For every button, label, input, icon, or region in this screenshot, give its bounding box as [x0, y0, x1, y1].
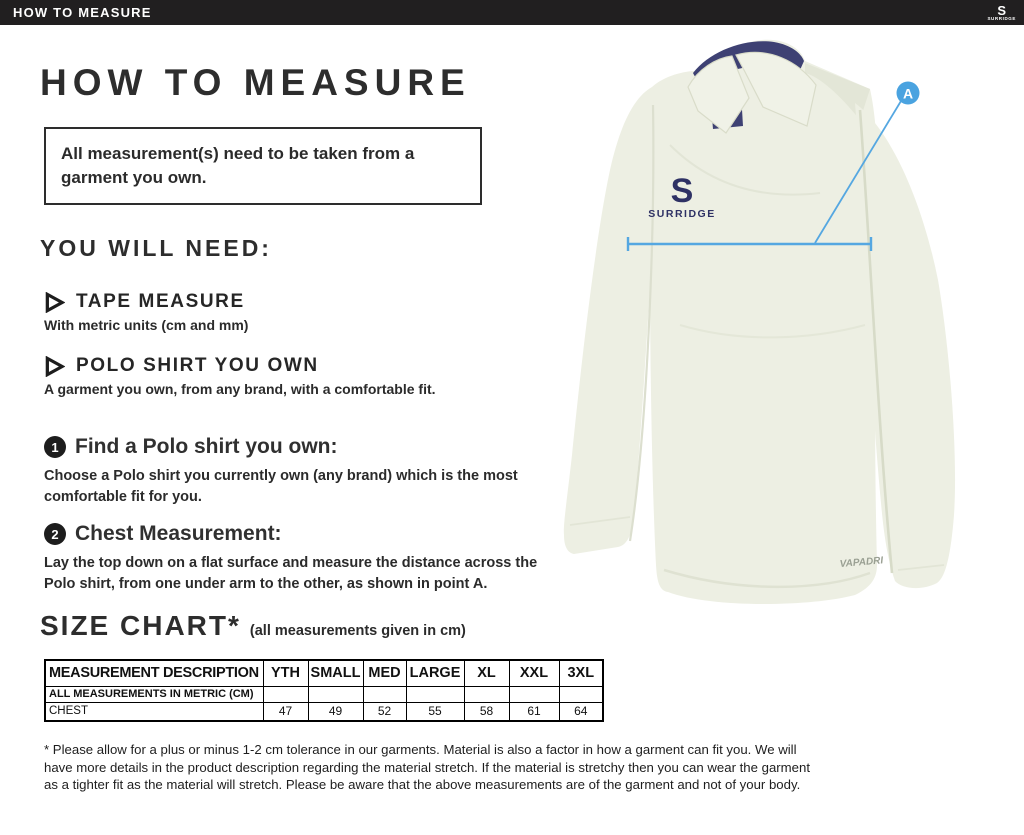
play-triangle-icon: [44, 356, 65, 377]
column-header: XL: [464, 660, 509, 686]
step-title: Chest Measurement:: [75, 522, 282, 545]
table-cell: 47: [263, 702, 308, 721]
table-row: [45, 686, 603, 702]
svg-text:A: A: [902, 85, 914, 102]
step-number-badge: 2: [44, 523, 66, 545]
column-header: LARGE: [406, 660, 464, 686]
svg-text:SURRIDGE: SURRIDGE: [648, 208, 716, 220]
table-row: [45, 702, 603, 721]
page-title: HOW TO MEASURE: [40, 62, 471, 103]
shirt-left-sleeve: [564, 87, 655, 554]
need-item-tape-measure: [44, 291, 248, 333]
vapadri-hem-logo: VAPADRI: [839, 555, 884, 570]
top-bar-title: HOW TO MEASURE: [13, 5, 152, 20]
polo-shirt-image: [560, 25, 1024, 625]
column-header: MEASUREMENT DESCRIPTION: [45, 660, 263, 686]
row-label: CHEST: [45, 702, 263, 721]
size-chart-heading: [40, 610, 466, 642]
row-label: ALL MEASUREMENTS IN METRIC (CM): [45, 686, 263, 702]
column-header: YTH: [263, 660, 308, 686]
table-cell: 64: [559, 702, 603, 721]
table-cell: [559, 686, 603, 702]
table-cell: [464, 686, 509, 702]
size-chart-title: SIZE CHART*: [40, 610, 241, 641]
table-cell: [308, 686, 363, 702]
step-description: Lay the top down on a flat surface and measure the distance across the Polo shirt, from one under arm to the other, as shown in point A.: [44, 555, 538, 592]
table-cell: [406, 686, 464, 702]
table-cell: 61: [509, 702, 559, 721]
table-cell: 49: [308, 702, 363, 721]
table-cell: [509, 686, 559, 702]
svg-text:S: S: [670, 172, 694, 210]
table-cell: 52: [363, 702, 406, 721]
need-item-polo-shirt: [44, 355, 436, 397]
column-header: XXL: [509, 660, 559, 686]
notice-text: All measurement(s) need to be taken from a garment you own.: [61, 144, 415, 187]
need-item-description: With metric units (cm and mm): [44, 317, 249, 333]
need-item-title: POLO SHIRT YOU OWN: [76, 355, 319, 376]
need-item-description: A garment you own, from any brand, with a comfortable fit.: [44, 381, 436, 397]
column-header: 3XL: [559, 660, 603, 686]
tolerance-footnote: * Please allow for a plus or minus 1-2 cm tolerance in our garments. Material is also a factor in how a garment can fit you. We will have more details in the product description regarding the material stretch. If the material is stretchy then you can wear the garment as a tighter fit as the material will stretch. Please be aware that the above measurements are of the garment and not of your body.: [44, 742, 810, 793]
surridge-logo-text: SURRIDGE: [987, 16, 1016, 22]
step-2: [44, 522, 572, 594]
shirt-measurement-diagram: [560, 25, 1024, 625]
step-1: [44, 435, 559, 507]
step-title: Find a Polo shirt you own:: [75, 435, 338, 458]
column-header: SMALL: [308, 660, 363, 686]
size-chart-subtitle: (all measurements given in cm): [249, 623, 466, 639]
table-cell: [363, 686, 406, 702]
step-description: Choose a Polo shirt you currently own (any brand) which is the most comfortable fit for you.: [44, 468, 518, 505]
surridge-logo-icon: [987, 5, 1016, 22]
table-cell: 55: [406, 702, 464, 721]
notice-box: [44, 127, 482, 205]
point-a-marker: [897, 82, 920, 105]
need-item-title: TAPE MEASURE: [76, 291, 245, 312]
surridge-logo-mark: S: [997, 3, 1007, 19]
column-header: MED: [363, 660, 406, 686]
size-chart-table: [44, 659, 604, 722]
table-cell: [263, 686, 308, 702]
top-bar: [0, 0, 1024, 25]
table-cell: 58: [464, 702, 509, 721]
play-triangle-icon: [44, 292, 65, 313]
you-will-need-heading: YOU WILL NEED:: [40, 235, 272, 261]
table-header-row: [45, 660, 603, 686]
step-number-badge: 1: [44, 436, 66, 458]
shirt-body: [650, 40, 878, 604]
